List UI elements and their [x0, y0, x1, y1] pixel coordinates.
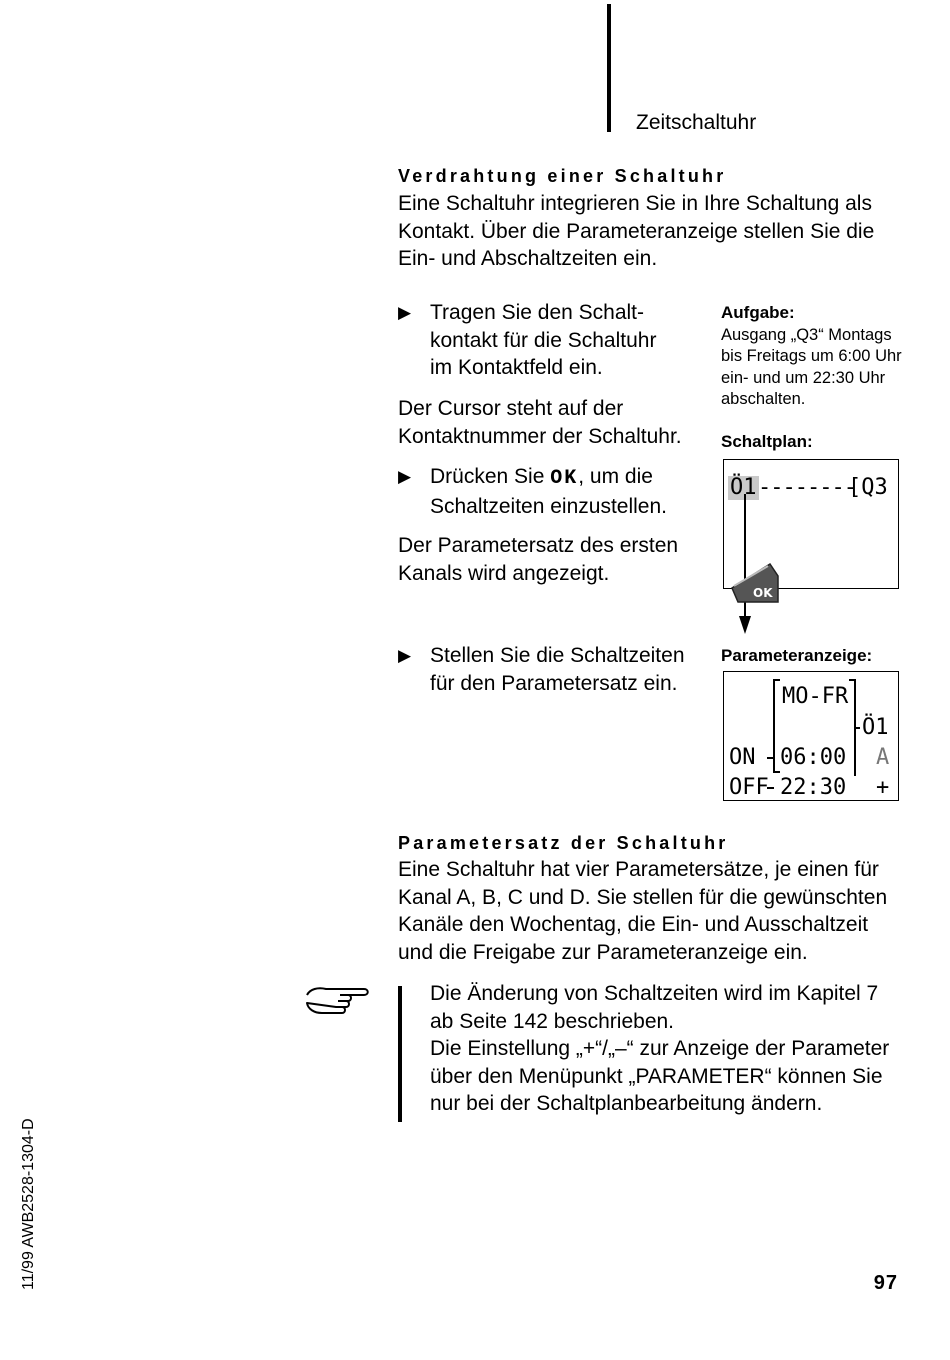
wire-dashes: -------- [758, 475, 856, 500]
play-arrow-icon: ▶ [398, 467, 412, 486]
result-line: Kontaktnummer der Schaltuhr. [398, 424, 682, 448]
page-number: 97 [873, 1272, 898, 1294]
task-line: ein- und um 22:30 Uhr [721, 368, 886, 387]
step-text: Drücken Sie [430, 465, 551, 488]
ok-key-label: OK [550, 467, 579, 490]
intro-line: Kontakt. Über die Parameteranzeige stellen Sie die [398, 219, 875, 243]
parameter-display [723, 671, 899, 801]
step-text: , um die [578, 465, 653, 488]
task-line: Ausgang „Q3“ Montags [721, 325, 892, 344]
intro-line: Eine Schaltuhr integrieren Sie in Ihre Schaltung als [398, 192, 872, 215]
off-label: OFF [729, 775, 769, 800]
step-line: kontakt für die Schaltuhr [430, 328, 657, 352]
body-line: Kanäle den Wochentag, die Ein- und Ausschaltzeit [398, 913, 869, 936]
note-text [430, 980, 889, 1118]
off-time: 22:30 [780, 775, 847, 800]
step-line: Stellen Sie die Schaltzeiten [430, 644, 685, 667]
display-plus: + [876, 775, 890, 800]
circuit-title: Schaltplan: [721, 432, 813, 451]
result-params-shown [398, 532, 678, 587]
param-title-wrap [721, 645, 872, 668]
step-enter-contact [398, 299, 656, 382]
weekday-range: MO-FR [782, 684, 849, 709]
note-rule [398, 986, 402, 1122]
header-rule [607, 4, 611, 132]
body-line: Kanal A, B, C und D. Sie stellen für die gewünschten [398, 885, 888, 909]
on-label: ON [729, 745, 756, 770]
task-line: abschalten. [721, 390, 806, 408]
step-line: Schaltzeiten einzustellen. [430, 494, 667, 518]
pointing-hand-icon [304, 983, 372, 1017]
section2-body [398, 856, 887, 966]
section-heading-wiring: Verdrahtung einer Schaltuhr [398, 166, 727, 186]
result-line: Der Cursor steht auf der [398, 397, 624, 420]
note-line: Die Änderung von Schaltzeiten wird im Kapitel 7 [430, 982, 879, 1005]
ok-button-label: OK [753, 586, 773, 600]
body-line: Eine Schaltuhr hat vier Parametersätze, je einen für [398, 858, 879, 881]
coil-label: [Q3 [848, 475, 888, 500]
task-line: bis Freitags um 6:00 Uhr [721, 347, 902, 365]
play-arrow-icon: ▶ [398, 646, 412, 665]
play-arrow-icon: ▶ [398, 303, 412, 322]
channel-letter: A [876, 745, 890, 770]
step-set-times [398, 642, 685, 697]
note-line: nur bei der Schaltplanbearbeitung ändern. [430, 1092, 823, 1115]
step-line: im Kontaktfeld ein. [430, 356, 603, 379]
note-line: über den Menüpunkt „PARAMETER“ können Sie [430, 1064, 883, 1088]
step-press-ok [398, 463, 667, 520]
step-line [430, 463, 667, 493]
ok-arrow-graphic [728, 490, 788, 638]
circuit-title-wrap [721, 431, 813, 454]
section-intro [398, 190, 874, 273]
task-box [721, 302, 902, 411]
on-time: 06:00 [780, 745, 847, 770]
contact-number: Ö1 [730, 475, 757, 500]
arrow-down-icon [739, 616, 751, 634]
result-line: Kanals wird angezeigt. [398, 561, 610, 585]
intro-line: Ein- und Abschaltzeiten ein. [398, 247, 658, 270]
chapter-title: Zeitschaltuhr [636, 111, 757, 134]
channel-contact: Ö1 [862, 715, 889, 740]
task-title: Aufgabe: [721, 303, 795, 322]
step-line: für den Parametersatz ein. [430, 671, 678, 695]
document-id: 11/99 AWB2528-1304-D [20, 1118, 37, 1290]
note-line: Die Einstellung „+“/„–“ zur Anzeige der Parameter [430, 1037, 890, 1060]
result-line: Der Parametersatz des ersten [398, 534, 679, 557]
param-title: Parameteranzeige: [721, 646, 873, 665]
note-line: ab Seite 142 beschrieben. [430, 1009, 675, 1033]
step-line: Tragen Sie den Schalt- [430, 301, 645, 324]
section-heading-parameter-set: Parametersatz der Schaltuhr [398, 833, 729, 853]
result-cursor [398, 395, 682, 450]
body-line: und die Freigabe zur Parameteranzeige ein. [398, 940, 808, 964]
